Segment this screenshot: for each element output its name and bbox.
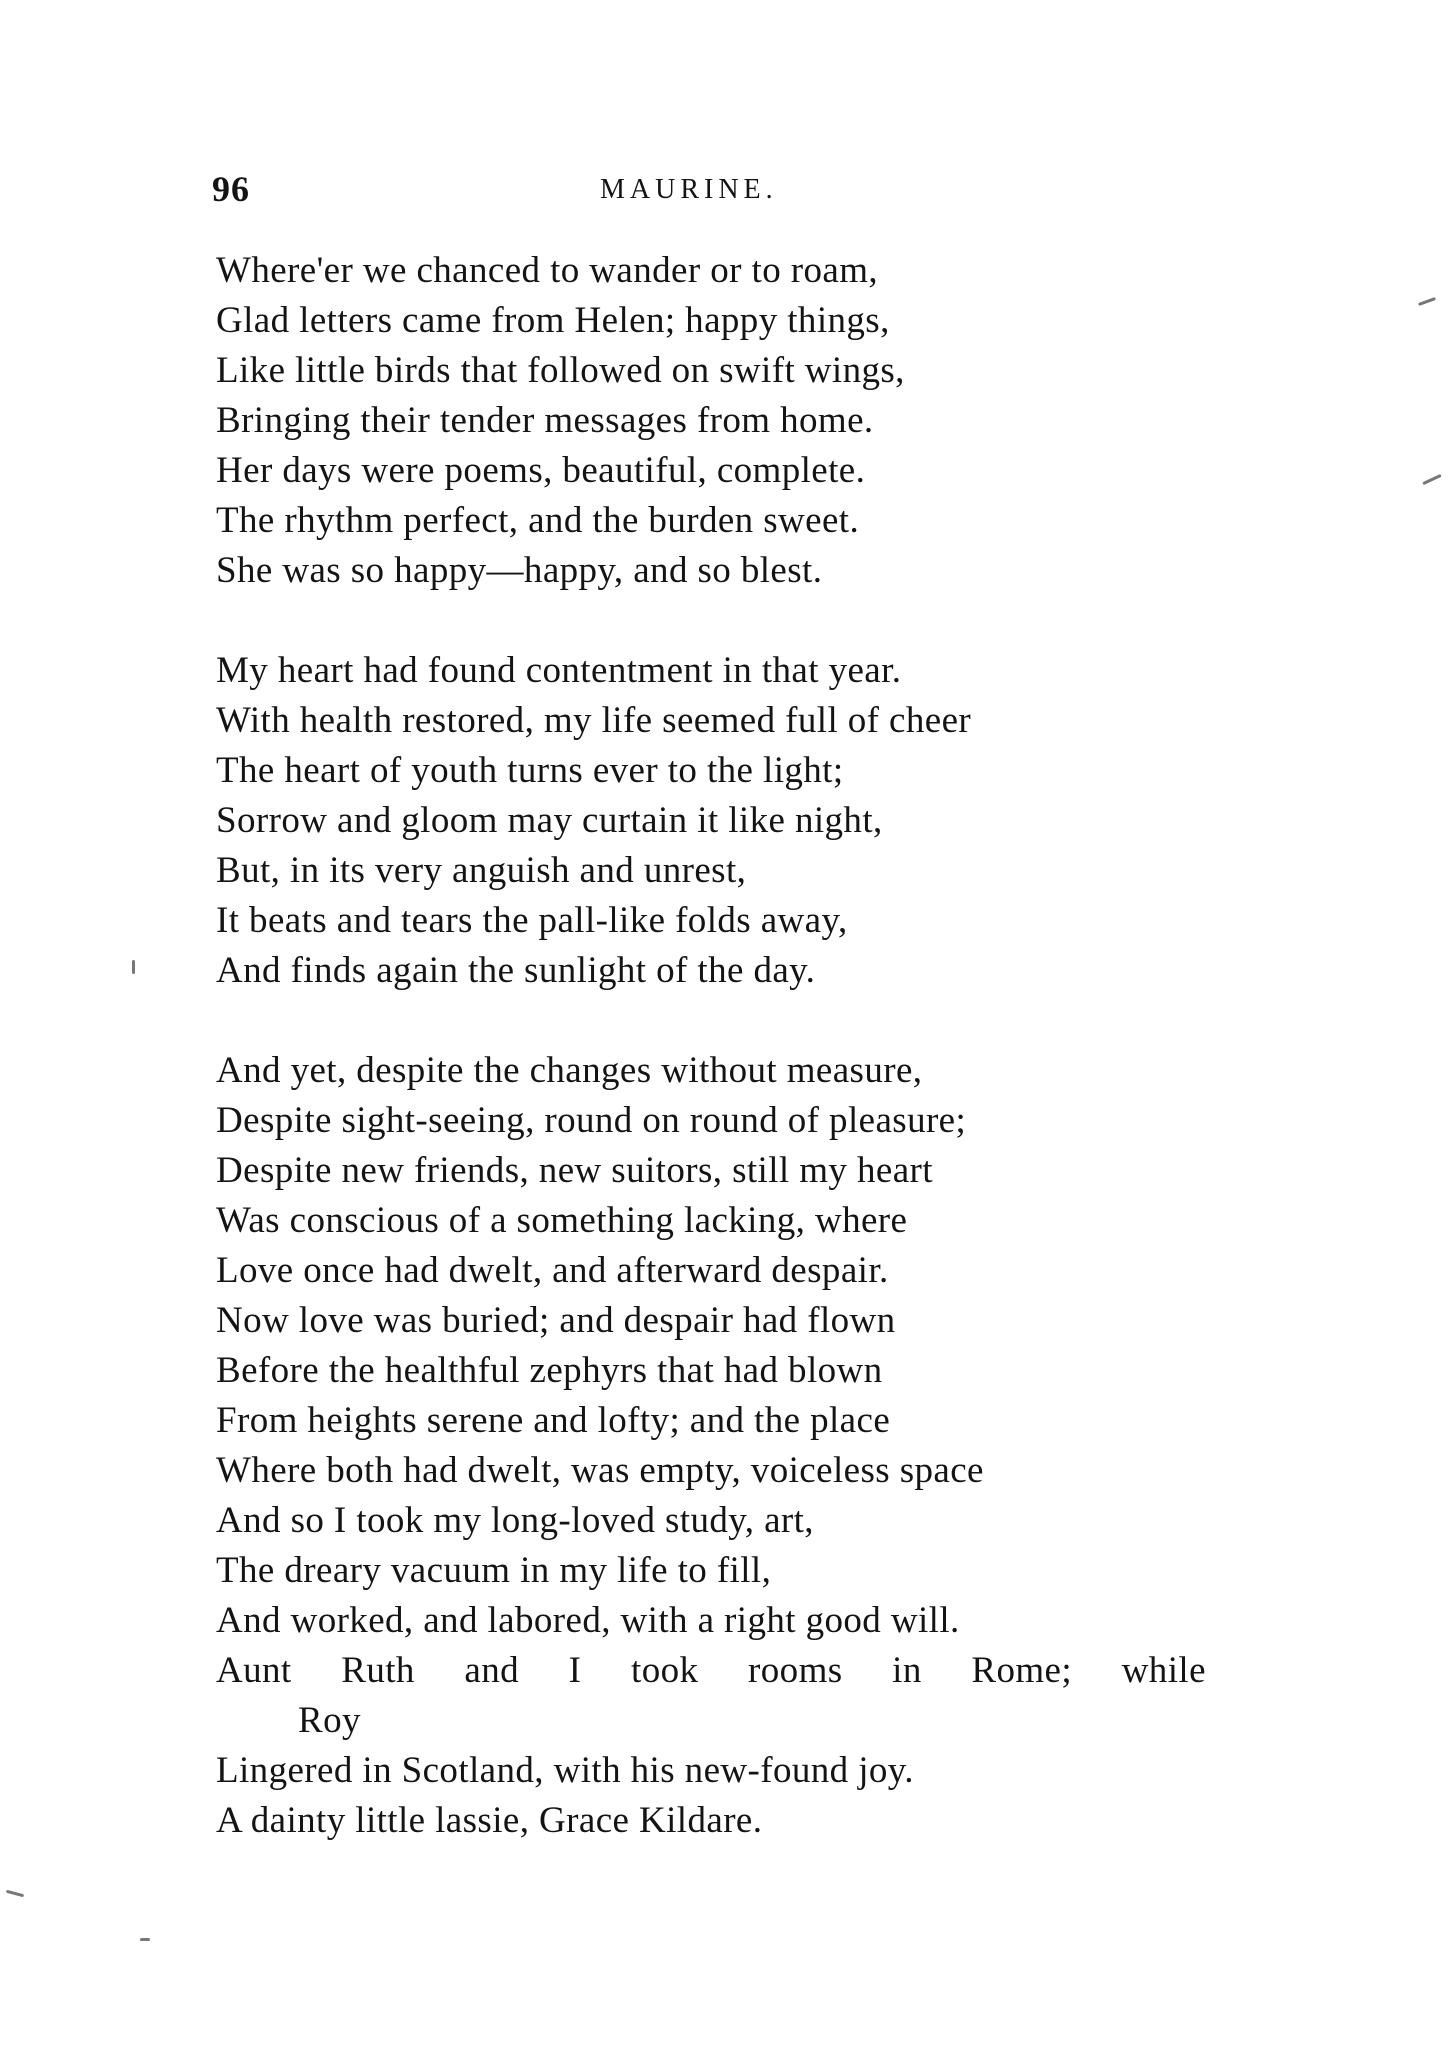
poem-line: The heart of youth turns ever to the light; <box>216 750 844 791</box>
poem-line: And finds again the sunlight of the day. <box>216 950 816 991</box>
poem-line: And so I took my long-loved study, art, <box>216 1500 814 1541</box>
scan-speck <box>132 960 135 974</box>
poem-line: The rhythm perfect, and the burden sweet. <box>216 500 860 541</box>
poem-line: Despite sight-seeing, round on round of pleasure; <box>216 1100 967 1141</box>
poem-word: Ruth <box>341 1650 415 1691</box>
scan-speck <box>1422 474 1441 485</box>
poem-line: My heart had found contentment in that year. <box>216 650 902 691</box>
poem-line: Before the healthful zephyrs that had blown <box>216 1350 883 1391</box>
poem-line: Lingered in Scotland, with his new-found joy. <box>216 1750 914 1791</box>
poem-line: Glad letters came from Helen; happy things, <box>216 300 890 341</box>
running-title: MAURINE. <box>600 174 778 205</box>
poem-line: Like little birds that followed on swift wings, <box>216 350 905 391</box>
poem-line: From heights serene and lofty; and the place <box>216 1400 891 1441</box>
scan-speck <box>140 1938 150 1941</box>
poem-line-justified <box>216 1646 1206 1696</box>
poem-line: Sorrow and gloom may curtain it like night, <box>216 800 883 841</box>
poem-line: Love once had dwelt, and afterward despair. <box>216 1250 889 1291</box>
poem-line: The dreary vacuum in my life to fill, <box>216 1550 772 1591</box>
poem-body <box>216 246 1236 1896</box>
poem-word: Rome; <box>971 1650 1073 1691</box>
poem-line: With health restored, my life seemed full of cheer <box>216 700 972 741</box>
poem-line: But, in its very anguish and unrest, <box>216 850 747 891</box>
page-header <box>212 168 1212 218</box>
scan-speck <box>6 1890 24 1898</box>
poem-line: And worked, and labored, with a right good will. <box>216 1600 960 1641</box>
poem-line: And yet, despite the changes without measure, <box>216 1050 923 1091</box>
poem-line: Where both had dwelt, was empty, voiceless space <box>216 1450 984 1491</box>
poem-line: Now love was buried; and despair had flown <box>216 1300 896 1341</box>
poem-line: A dainty little lassie, Grace Kildare. <box>216 1800 763 1841</box>
poem-word: in <box>892 1650 922 1691</box>
poem-word: I <box>568 1650 582 1691</box>
poem-word: rooms <box>748 1650 843 1691</box>
poem-line: Bringing their tender messages from home. <box>216 400 874 441</box>
scan-speck <box>1418 297 1436 306</box>
stanza-2 <box>216 646 1236 996</box>
poem-line: Despite new friends, new suitors, still my heart <box>216 1150 933 1191</box>
poem-word: and <box>464 1650 520 1691</box>
stanza-1 <box>216 246 1236 596</box>
poem-line: Where'er we chanced to wander or to roam, <box>216 250 879 291</box>
stanza-3 <box>216 1046 1236 1846</box>
poem-word: took <box>631 1650 699 1691</box>
poem-line: She was so happy—happy, and so blest. <box>216 550 823 591</box>
poem-word: while <box>1121 1650 1206 1691</box>
poem-line-continuation: Roy <box>298 1700 361 1741</box>
poem-word: Aunt <box>216 1650 292 1691</box>
poem-line: It beats and tears the pall-like folds away, <box>216 900 848 941</box>
poem-line: Her days were poems, beautiful, complete. <box>216 450 866 491</box>
page-number: 96 <box>212 169 250 209</box>
poem-line: Was conscious of a something lacking, where <box>216 1200 908 1241</box>
